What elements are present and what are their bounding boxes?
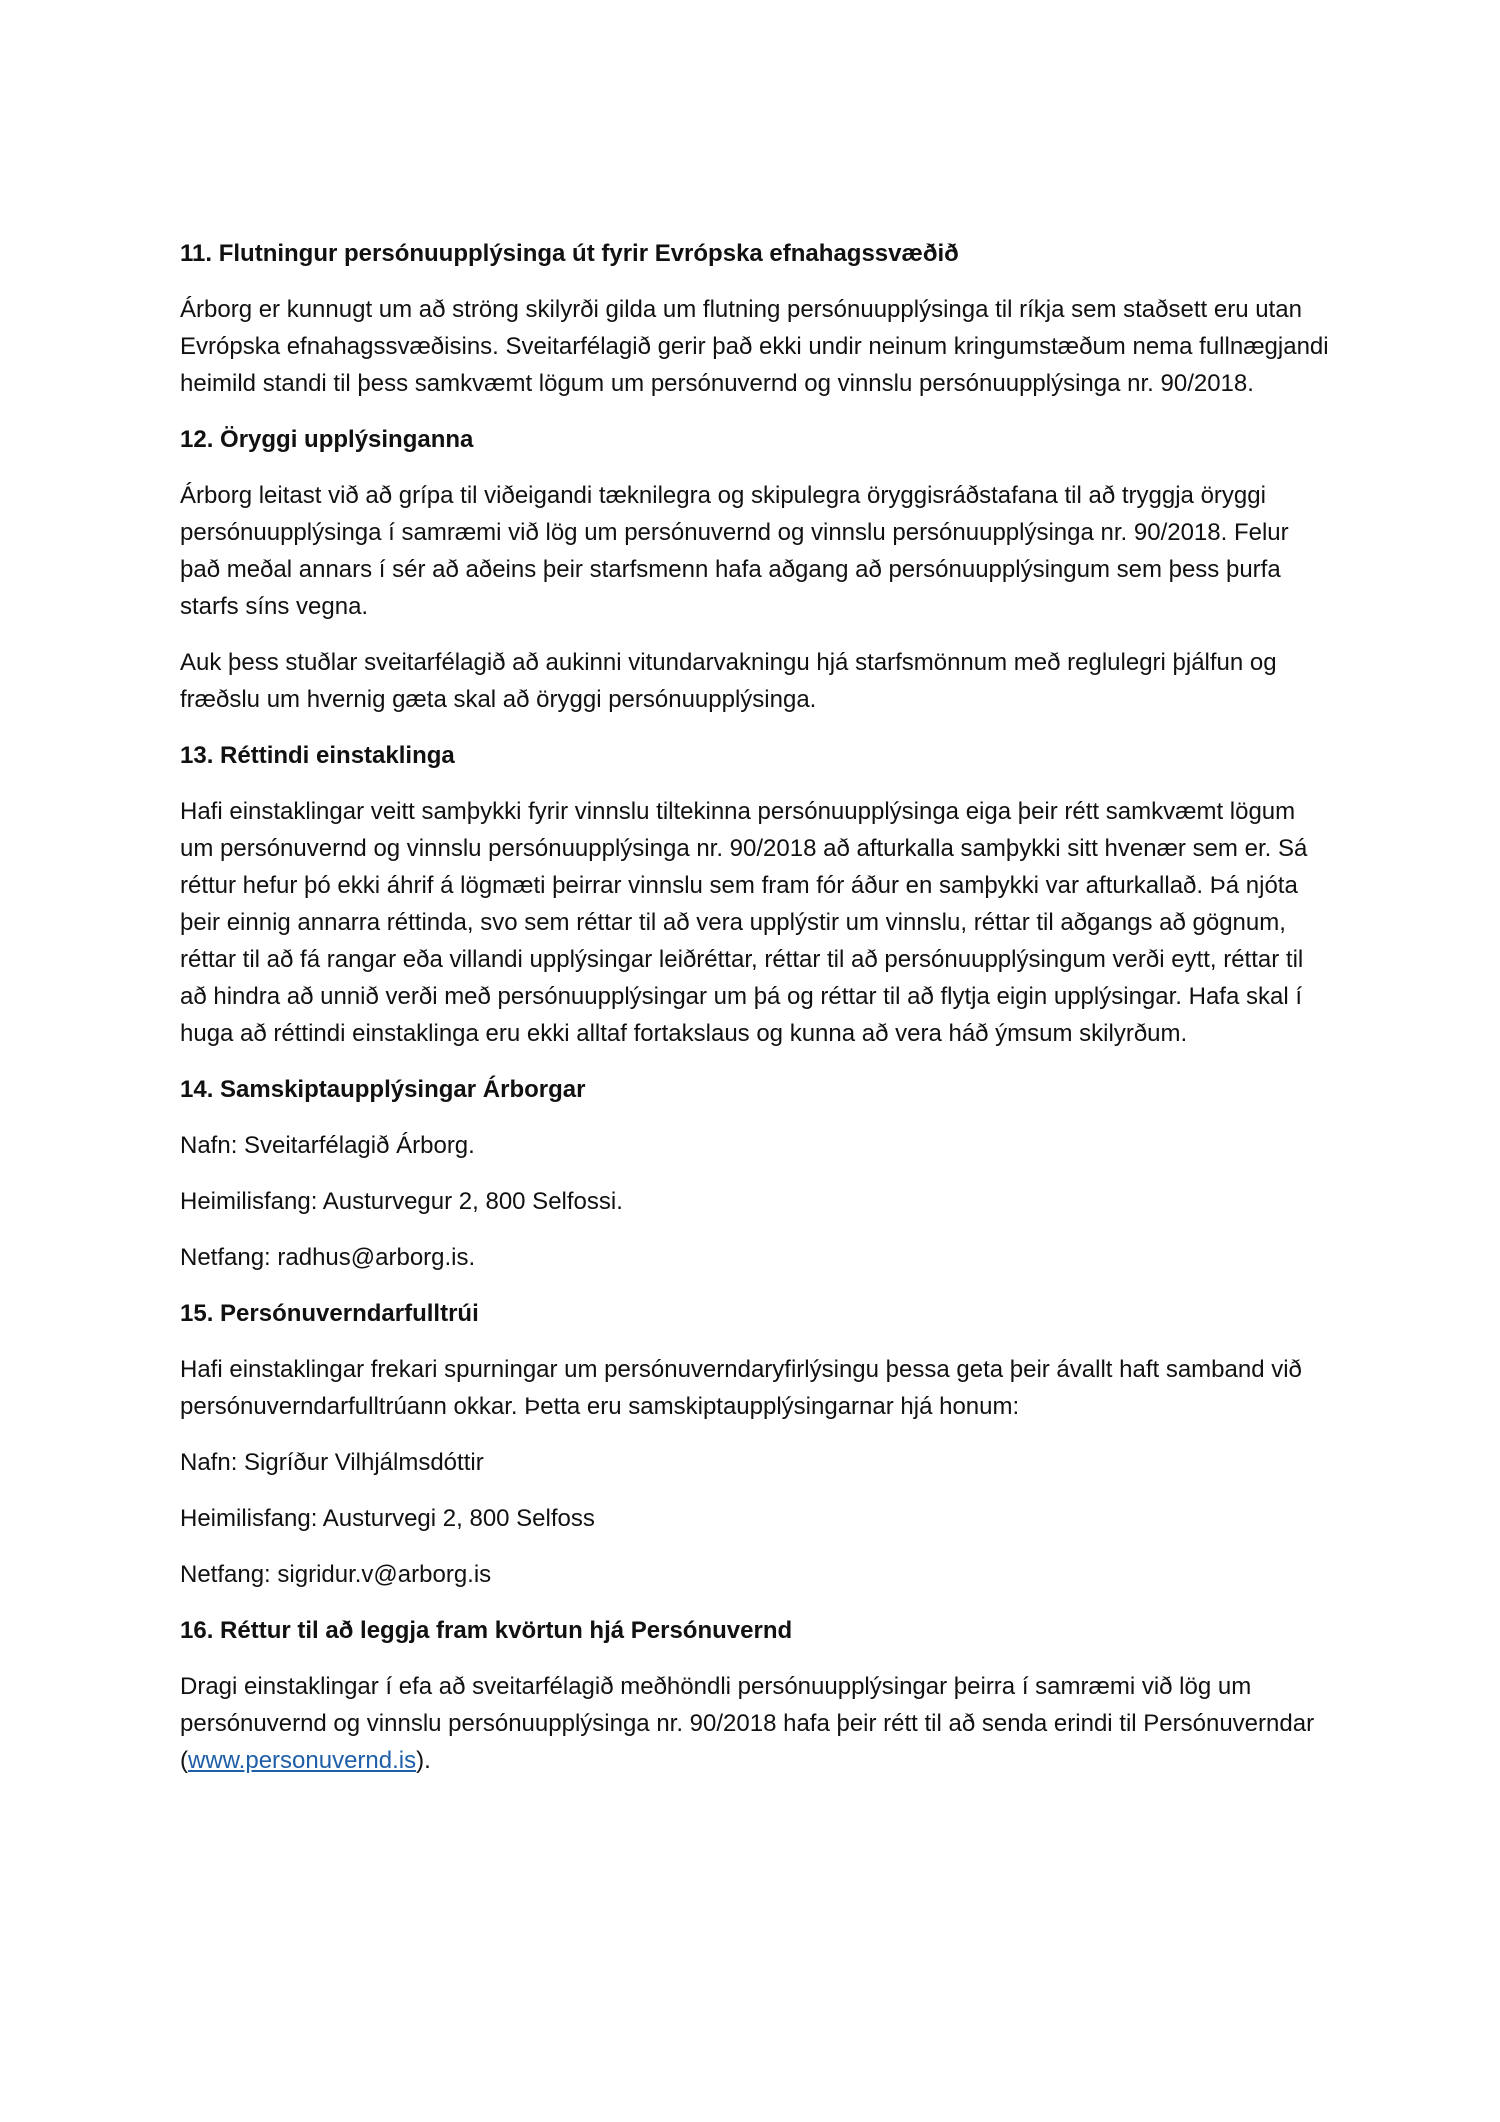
- contact-name: Nafn: Sveitarfélagið Árborg.: [180, 1132, 475, 1159]
- contact-email: Netfang: sigridur.v@arborg.is: [180, 1561, 492, 1588]
- section-heading: 15. Persónuverndarfulltrúi: [180, 1300, 479, 1327]
- section-heading: 13. Réttindi einstaklinga: [180, 742, 455, 769]
- paragraph: Árborg leitast við að grípa til viðeigandi tæknilegra og skipulegra öryggisráðstafana til að tryggja öryggi persónuupplýsinga í samræmi við lög um persónuvernd og vinnslu persónuupplýsinga nr. 90/2018. Felur það meðal annars í sér að aðeins þeir starfsmenn hafa aðgang að persónuupplýsingum sem þess þurfa starfs síns vegna.: [180, 482, 1289, 620]
- section-heading: 11. Flutningur persónuupplýsinga út fyrir Evrópska efnahagssvæðið: [180, 240, 959, 267]
- paragraph-text: Dragi einstaklingar í efa að sveitarfélagið meðhöndli persónuupplýsingar þeirra í samræmi við lög um persónuvernd og vinnslu persónuupplýsinga nr. 90/2018 hafa þeir rétt til að senda erindi til Persónuverndar (: [180, 1673, 1315, 1774]
- section-16: [180, 1612, 1330, 1779]
- section-heading: 12. Öryggi upplýsinganna: [180, 426, 474, 453]
- contact-email: Netfang: radhus@arborg.is.: [180, 1244, 476, 1271]
- paragraph-text-end: ).: [416, 1747, 431, 1774]
- document-body: [180, 235, 1330, 1798]
- section-15: [180, 1295, 1330, 1593]
- section-14: [180, 1071, 1330, 1276]
- personuvernd-link[interactable]: www.personuvernd.is: [188, 1747, 417, 1774]
- section-12: [180, 421, 1330, 718]
- section-heading: 14. Samskiptaupplýsingar Árborgar: [180, 1076, 586, 1103]
- paragraph: Árborg er kunnugt um að ströng skilyrði gilda um flutning persónuupplýsinga til ríkja sem staðsett eru utan Evrópska efnahagssvæðisins. Sveitarfélagið gerir það ekki undir neinum kringumstæðum nema fullnægjandi heimild standi til þess samkvæmt lögum um persónuvernd og vinnslu persónuupplýsinga nr. 90/2018.: [180, 296, 1329, 397]
- paragraph: [180, 1668, 1330, 1779]
- paragraph: Hafi einstaklingar veitt samþykki fyrir vinnslu tiltekinna persónuupplýsinga eiga þeir rétt samkvæmt lögum um persónuvernd og vinnslu persónuupplýsinga nr. 90/2018 að afturkalla samþykki sitt hvenær sem er. Sá réttur hefur þó ekki áhrif á lögmæti þeirrar vinnslu sem fram fór áður en samþykki var afturkallað. Þá njóta þeir einnig annarra réttinda, svo sem réttar til að vera upplýstir um vinnslu, réttar til aðgangs að gögnum, réttar til að fá rangar eða villandi upplýsingar leiðréttar, réttar til að persónuupplýsingum verði eytt, réttar til að hindra að unnið verði með persónuupplýsingar um þá og réttar til að flytja eigin upplýsingar. Hafa skal í huga að réttindi einstaklinga eru ekki alltaf fortakslaus og kunna að vera háð ýmsum skilyrðum.: [180, 798, 1308, 1047]
- paragraph: Auk þess stuðlar sveitarfélagið að aukinni vitundarvakningu hjá starfsmönnum með reglulegri þjálfun og fræðslu um hvernig gæta skal að öryggi persónuupplýsinga.: [180, 649, 1277, 713]
- section-heading: 16. Réttur til að leggja fram kvörtun hjá Persónuvernd: [180, 1617, 793, 1644]
- section-11: [180, 235, 1330, 402]
- contact-name: Nafn: Sigríður Vilhjálmsdóttir: [180, 1449, 484, 1476]
- paragraph: Hafi einstaklingar frekari spurningar um persónuverndaryfirlýsingu þessa geta þeir ávallt haft samband við persónuverndarfulltrúann okkar. Þetta eru samskiptaupplýsingarnar hjá honum:: [180, 1356, 1302, 1420]
- contact-address: Heimilisfang: Austurvegur 2, 800 Selfossi.: [180, 1188, 623, 1215]
- section-13: [180, 737, 1330, 1052]
- contact-address: Heimilisfang: Austurvegi 2, 800 Selfoss: [180, 1505, 595, 1532]
